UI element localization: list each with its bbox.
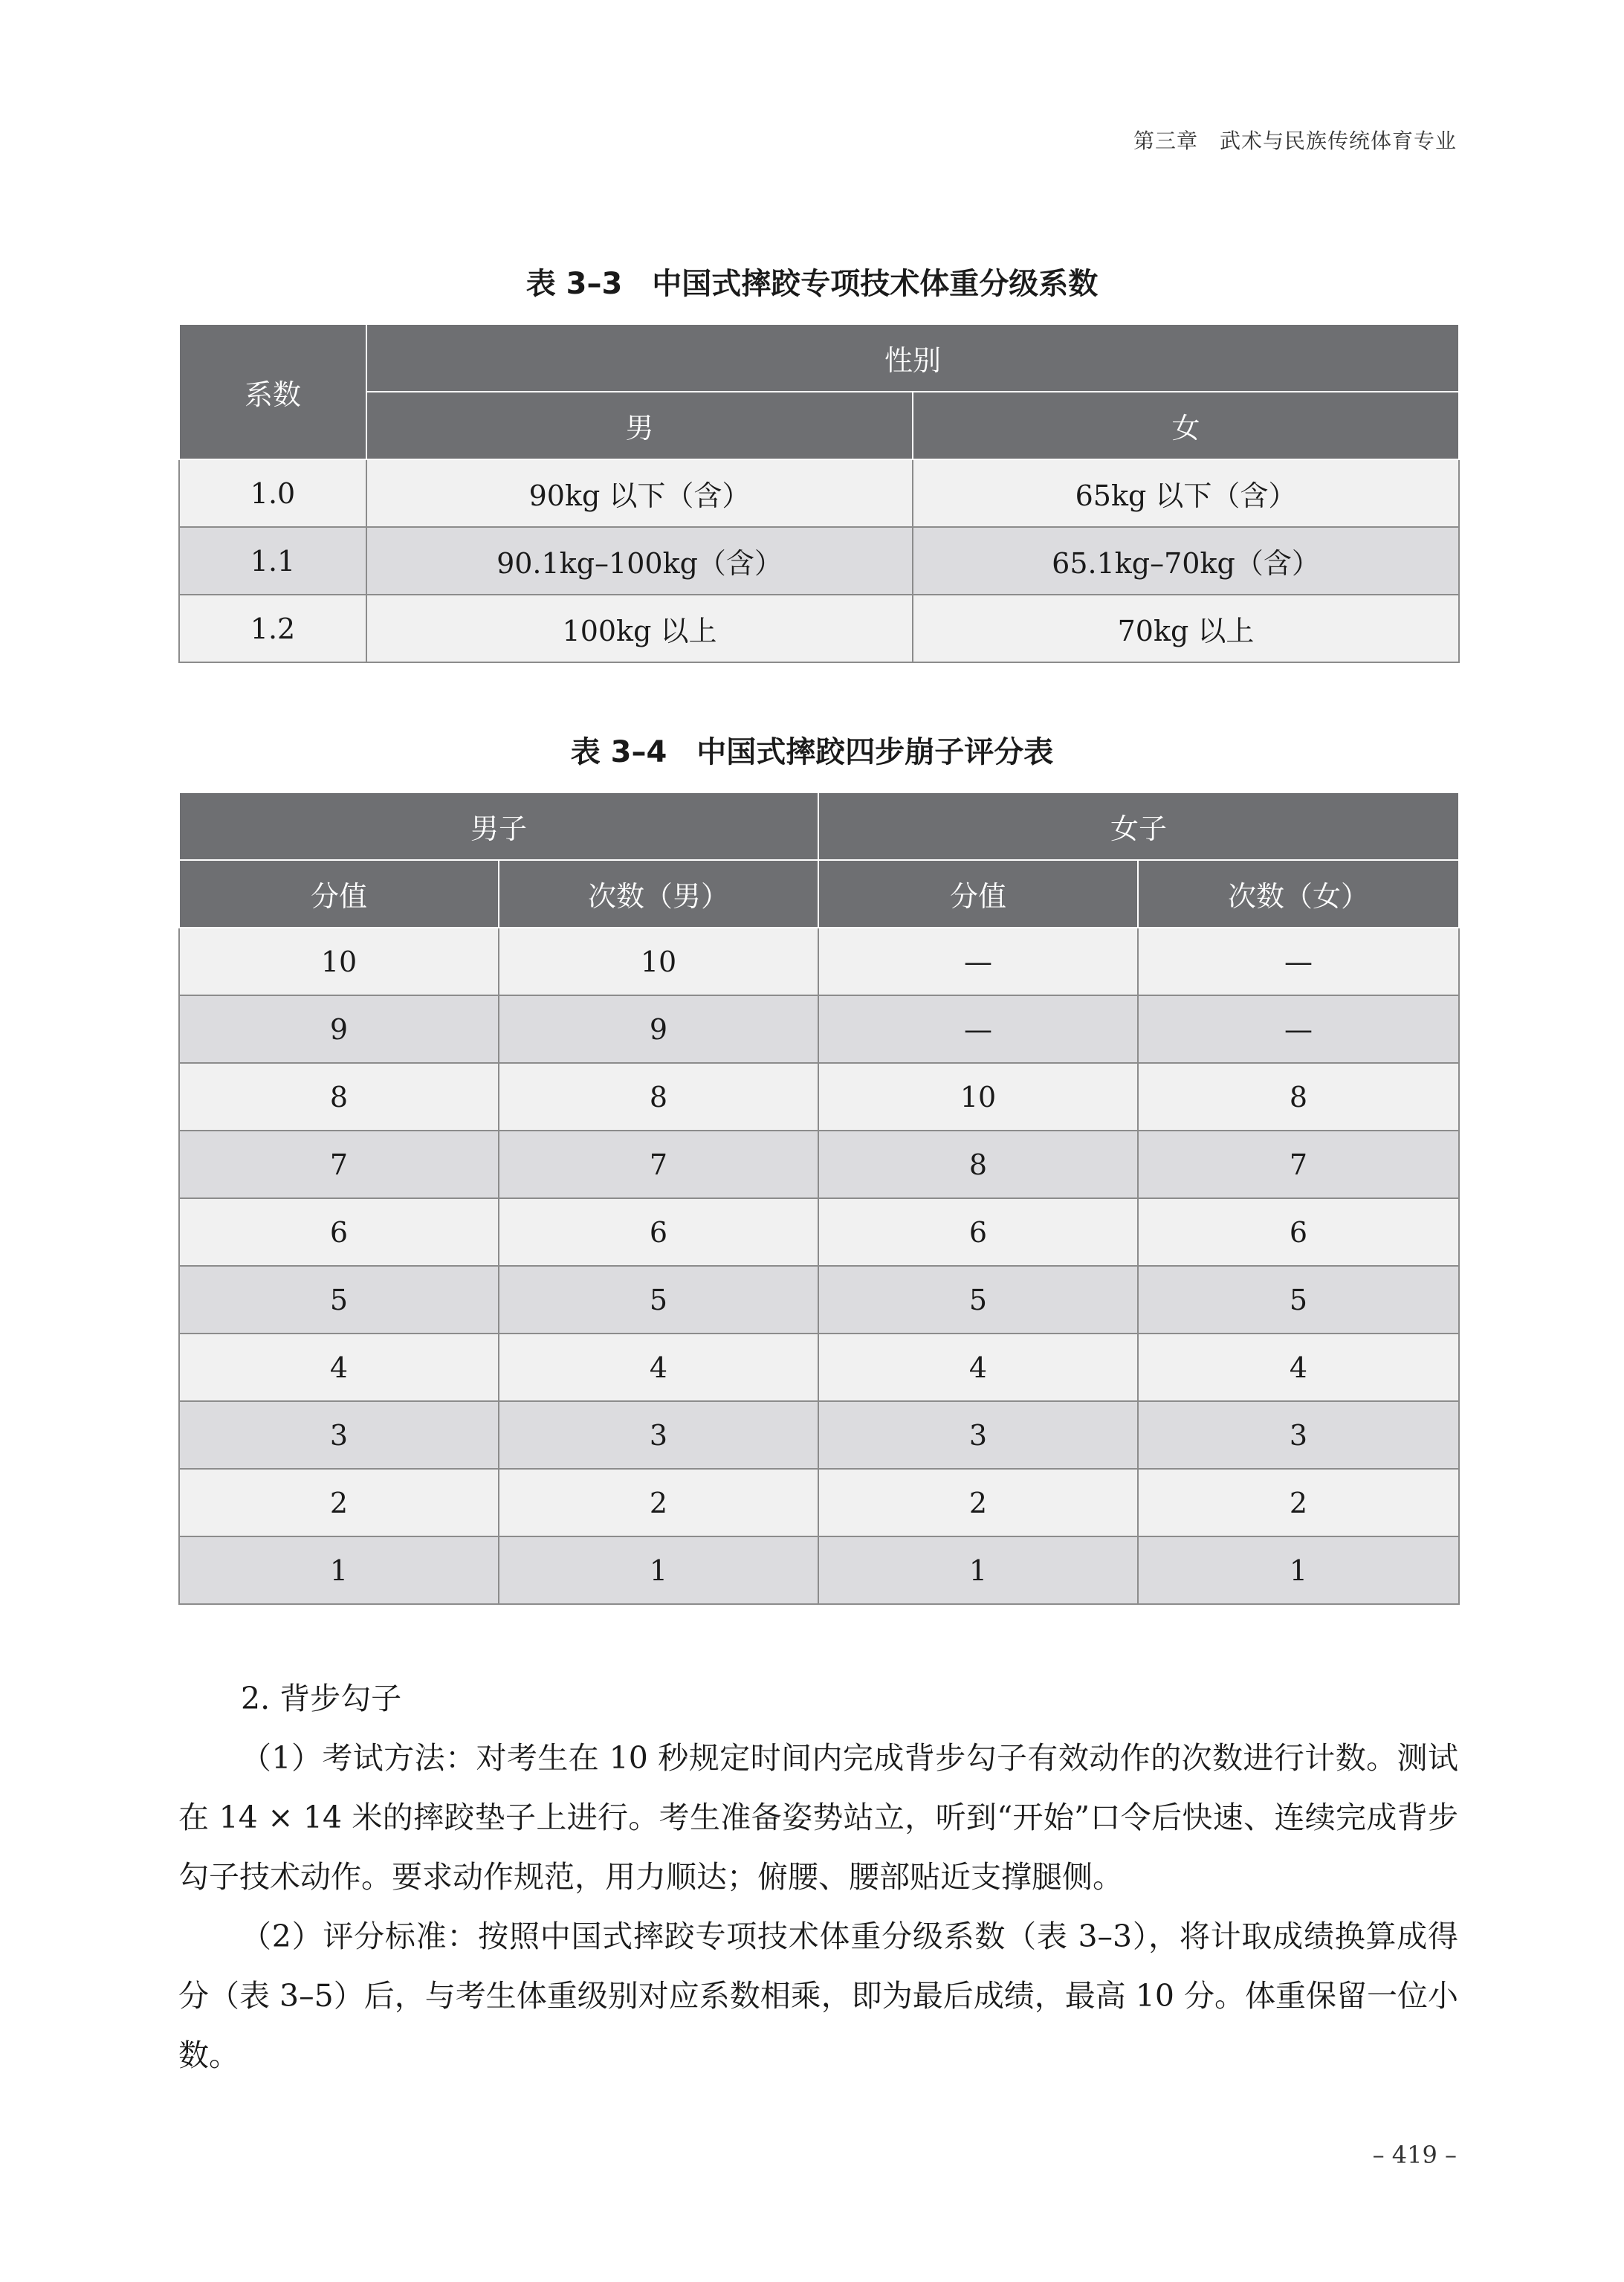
section-heading: 2. 背步勾子: [241, 1681, 402, 1716]
table-row: [179, 1131, 1459, 1198]
header-score-female: 分值: [818, 860, 1138, 928]
cell-score-female: —: [818, 995, 1138, 1063]
cell-score-female: 3: [818, 1401, 1138, 1469]
cell-male: 90kg 以下（含）: [366, 459, 913, 527]
table-row: [179, 1401, 1459, 1469]
paragraph-test-method: （1）考试方法：对考生在 10 秒规定时间内完成背步勾子有效动作的次数进行计数。测试在 14 × 14 米的摔跤垫子上进行。考生准备姿势站立，听到“开始”口令后快速、连续完成背步勾子技术动作。要求动作规范，用力顺达；俯腰、腰部贴近支撑腿侧。: [178, 1740, 1458, 1895]
table-row: [179, 595, 1459, 662]
cell-coef: 1.1: [179, 527, 366, 595]
cell-score-male: 4: [179, 1334, 499, 1401]
cell-score-male: 2: [179, 1469, 499, 1536]
cell-count-male: 7: [499, 1131, 818, 1198]
cell-score-female: —: [818, 928, 1138, 995]
cell-count-female: 8: [1138, 1063, 1459, 1131]
cell-coef: 1.2: [179, 595, 366, 662]
cell-score-female: 6: [818, 1198, 1138, 1266]
cell-score-female: 10: [818, 1063, 1138, 1131]
cell-female: 70kg 以上: [913, 595, 1459, 662]
cell-count-female: 2: [1138, 1469, 1459, 1536]
cell-count-female: 5: [1138, 1266, 1459, 1334]
header-coefficient: 系数: [179, 324, 366, 459]
header-count-female: 次数（女）: [1138, 860, 1459, 928]
table-row: [179, 1198, 1459, 1266]
cell-score-female: 5: [818, 1266, 1138, 1334]
cell-count-female: 1: [1138, 1536, 1459, 1604]
table-row: [179, 995, 1459, 1063]
cell-female: 65kg 以下（含）: [913, 459, 1459, 527]
table-3-3-caption: 表 3–3 中国式摔跤专项技术体重分级系数: [525, 267, 1099, 301]
cell-score-male: 1: [179, 1536, 499, 1604]
table-3-4-caption: 表 3–4 中国式摔跤四步崩子评分表: [570, 735, 1054, 769]
table-row: [179, 1266, 1459, 1334]
header-female: 女: [913, 392, 1459, 459]
table-row: [179, 1334, 1459, 1401]
cell-count-female: —: [1138, 995, 1459, 1063]
table-row: [179, 1536, 1459, 1604]
running-head: 第三章 武术与民族传统体育专业: [1133, 129, 1457, 153]
header-gender: 性别: [366, 324, 1459, 392]
cell-count-male: 9: [499, 995, 818, 1063]
cell-score-male: 5: [179, 1266, 499, 1334]
cell-score-male: 7: [179, 1131, 499, 1198]
weight-coefficient-table: [178, 323, 1460, 663]
cell-count-male: 8: [499, 1063, 818, 1131]
table-row: [179, 459, 1459, 527]
header-count-male: 次数（男）: [499, 860, 818, 928]
cell-score-female: 1: [818, 1536, 1138, 1604]
cell-score-male: 3: [179, 1401, 499, 1469]
cell-count-female: 3: [1138, 1401, 1459, 1469]
header-female-group: 女子: [818, 792, 1459, 860]
cell-score-male: 6: [179, 1198, 499, 1266]
cell-male: 100kg 以上: [366, 595, 913, 662]
header-score-male: 分值: [179, 860, 499, 928]
cell-male: 90.1kg–100kg（含）: [366, 527, 913, 595]
cell-count-male: 5: [499, 1266, 818, 1334]
page-number: – 419 –: [1372, 2141, 1457, 2169]
cell-count-male: 10: [499, 928, 818, 995]
cell-coef: 1.0: [179, 459, 366, 527]
cell-count-male: 3: [499, 1401, 818, 1469]
paragraph-scoring-standard: （2）评分标准：按照中国式摔跤专项技术体重分级系数（表 3–3），将计取成绩换算成得分（表 3–5）后，与考生体重级别对应系数相乘，即为最后成绩，最高 10 分。体重保留一位小数。: [178, 1919, 1458, 2073]
cell-score-male: 8: [179, 1063, 499, 1131]
cell-count-male: 6: [499, 1198, 818, 1266]
section-body: [178, 1669, 1458, 2085]
table-row: [179, 1469, 1459, 1536]
cell-score-male: 10: [179, 928, 499, 995]
header-male-group: 男子: [179, 792, 818, 860]
cell-female: 65.1kg–70kg（含）: [913, 527, 1459, 595]
cell-score-female: 4: [818, 1334, 1138, 1401]
table-row: [179, 527, 1459, 595]
scoring-table: [178, 792, 1460, 1605]
header-male: 男: [366, 392, 913, 459]
cell-count-female: 6: [1138, 1198, 1459, 1266]
cell-score-female: 8: [818, 1131, 1138, 1198]
cell-count-male: 4: [499, 1334, 818, 1401]
cell-count-female: 4: [1138, 1334, 1459, 1401]
table-row: [179, 928, 1459, 995]
cell-score-male: 9: [179, 995, 499, 1063]
cell-count-female: 7: [1138, 1131, 1459, 1198]
cell-count-female: —: [1138, 928, 1459, 995]
cell-count-male: 1: [499, 1536, 818, 1604]
cell-count-male: 2: [499, 1469, 818, 1536]
table-row: [179, 1063, 1459, 1131]
cell-score-female: 2: [818, 1469, 1138, 1536]
